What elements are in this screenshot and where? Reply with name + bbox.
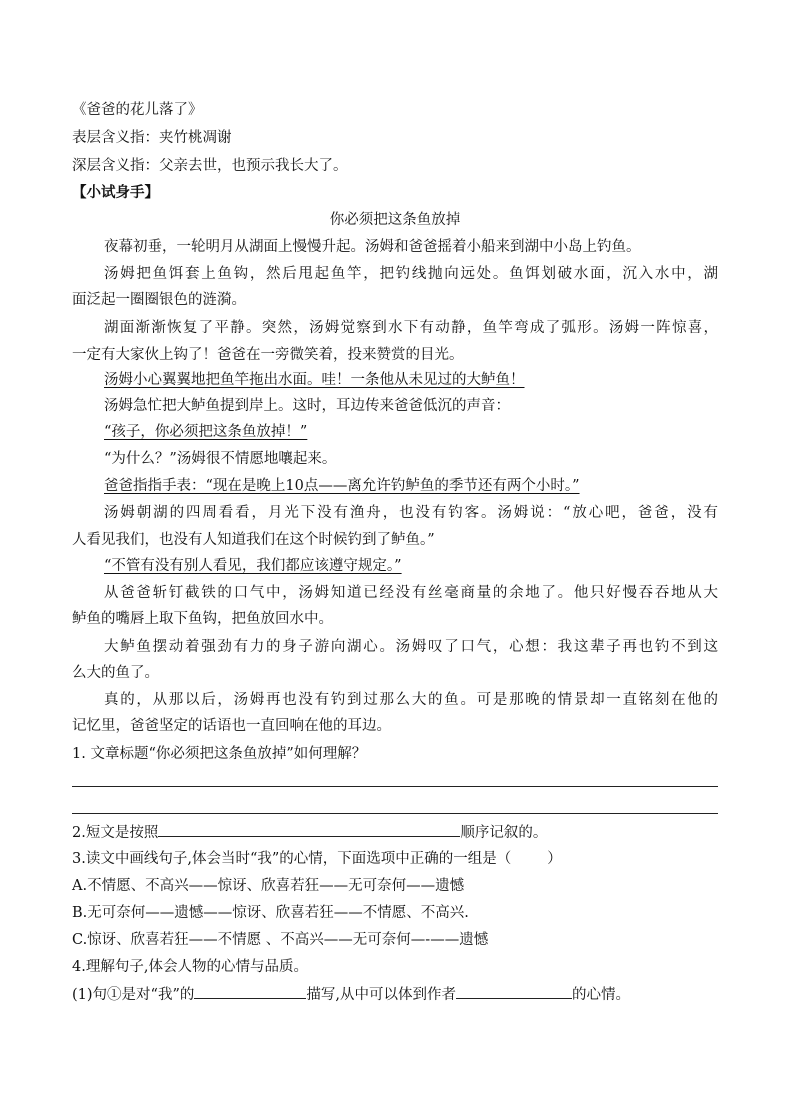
story-line: 面泛起一圈圈银色的涟漪。 <box>72 292 246 308</box>
story-line-underlined <box>104 476 718 496</box>
story-line: 从爸爸斩钉截铁的口气中，汤姆知道已经没有丝毫商量的余地了。他只好慢吞吞地从大 <box>104 585 718 601</box>
story-line: 大鲈鱼摆动着强劲有力的身子游向湖心。汤姆叹了口气，心想：我这辈子再也钓不到这 <box>104 639 718 655</box>
question-2-prefix: 2.短文是按照 <box>72 825 159 841</box>
question-3-suffix: ） <box>547 851 562 867</box>
story-line: 么大的鱼了。 <box>72 665 159 681</box>
story-line: 真的，从那以后，汤姆再也没有钓到过那么大的鱼。可是那晚的情景却一直铭刻在他的 <box>104 692 718 708</box>
question-4-1-part-c: 的心情。 <box>571 987 630 1003</box>
story-line: 湖面渐渐恢复了平静。突然，汤姆觉察到水下有动静，鱼竿弯成了弧形。汤姆一阵惊喜， <box>104 320 718 336</box>
story-title: 你必须把这条鱼放掉 <box>329 212 461 228</box>
option-a: A.不情愿、不高兴——惊讶、欣喜若狂——无可奈何——遗憾 <box>72 878 465 894</box>
underlined-sentence: “孩子，你必须把这条鱼放掉！” <box>104 424 308 440</box>
option-c: C.惊讶、欣喜若狂——不情愿 、不高兴——无可奈何—-——遗憾 <box>72 932 489 948</box>
story-line: 记忆里，爸爸坚定的话语也一直回响在他的耳边。 <box>72 718 391 734</box>
story-line: 鲈鱼的嘴唇上取下鱼钩，把鱼放回水中。 <box>72 611 333 627</box>
section-header: 【小试身手】 <box>72 185 159 201</box>
underlined-sentence: 爸爸指指手表：“现在是晚上10点——离允许钓鲈鱼的季节还有两个小时。” <box>104 478 580 494</box>
answer-line-2[interactable] <box>72 813 718 814</box>
underlined-sentence: 汤姆小心翼翼地把鱼竿拖出水面。哇！一条他从未见过的大鲈鱼！ <box>104 372 525 388</box>
answer-blank-q4-1-a[interactable] <box>194 984 306 999</box>
question-4-1-part-a: (1)句①是对“我”的 <box>72 987 195 1003</box>
underlined-sentence: “不管有没有别人看见，我们都应该遵守规定。” <box>104 558 402 574</box>
option-b: B.无可奈何——遗憾——惊讶、欣喜若狂——不情愿、不高兴. <box>72 905 469 921</box>
story-line: 汤姆把鱼饵套上鱼钩，然后甩起鱼竿，把钓线抛向远处。鱼饵划破水面，沉入水中，湖 <box>104 266 718 282</box>
question-4-1 <box>72 984 718 1005</box>
story-line: 夜幕初垂，一轮明月从湖面上慢慢升起。汤姆和爸爸摇着小船来到湖中小岛上钓鱼。 <box>104 239 641 255</box>
question-2-suffix: 顺序记叙的。 <box>460 825 548 841</box>
question-3-prefix: 3.读文中画线句子,体会当时“我”的心情，下面选项中正确的一组是（ <box>72 851 512 867</box>
answer-blank-q4-1-b[interactable] <box>456 984 572 999</box>
story-line: “为什么？”汤姆很不情愿地嚷起来。 <box>104 451 337 467</box>
story-line-underlined <box>104 370 718 390</box>
answer-line-1[interactable] <box>72 786 718 787</box>
story-line: 人看见我们，也没有人知道我们在这个时候钓到了鲈鱼。” <box>72 532 435 548</box>
question-4-1-part-b: 描写,从中可以体到作者 <box>306 987 456 1003</box>
story-line: 一定有大家伙上钩了！爸爸在一旁微笑着，投来赞赏的目光。 <box>72 347 464 363</box>
question-3 <box>72 849 718 869</box>
story-line-underlined <box>104 422 718 442</box>
story-line: 汤姆急忙把大鲈鱼提到岸上。这时，耳边传来爸爸低沉的声音： <box>104 398 510 414</box>
deep-meaning: 深层含义指：父亲去世，也预示我长大了。 <box>72 158 348 174</box>
story-line-underlined <box>104 556 718 576</box>
story-line: 汤姆朝湖的四周看看，月光下没有渔舟，也没有钓客。汤姆说：“放心吧，爸爸，没有 <box>104 505 718 521</box>
surface-meaning: 表层含义指：夹竹桃凋谢 <box>72 130 232 146</box>
lesson-title: 《爸爸的花儿落了》 <box>72 102 203 118</box>
question-4: 4.理解句子,体会人物的心情与品质。 <box>72 959 308 975</box>
question-2 <box>72 822 718 843</box>
answer-blank-q2[interactable] <box>158 822 460 837</box>
question-1: 1. 文章标题“你必须把这条鱼放掉”如何理解？ <box>72 746 367 762</box>
